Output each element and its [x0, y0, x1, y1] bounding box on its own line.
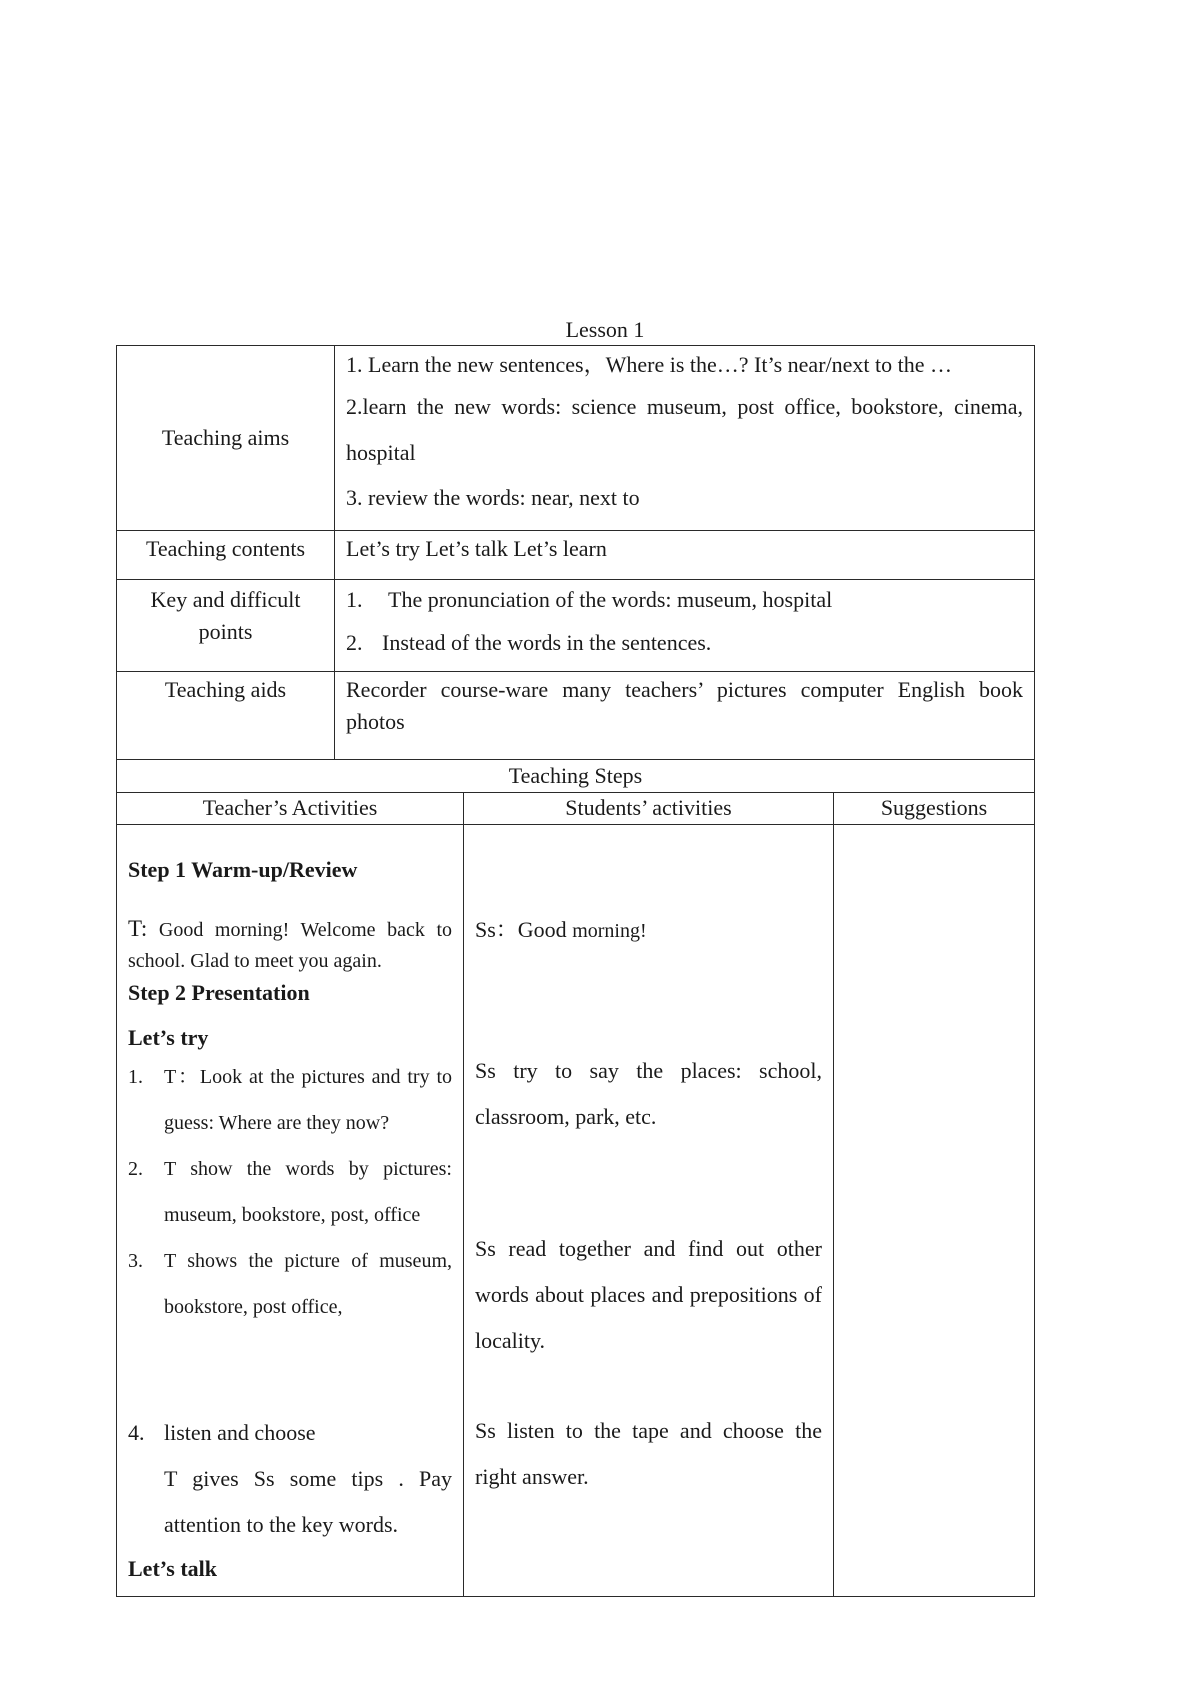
teacher-item-4-detail: T gives Ss some tips . Pay attention to the key words. [164, 1466, 452, 1537]
key-point-1-text: The pronunciation of the words: museum, hospital [388, 587, 833, 612]
step2-heading: Step 2 Presentation [128, 980, 310, 1005]
teacher-try-list [128, 1054, 452, 1330]
aim-line-2: 2.learn the new words: science museum, post office, bookstore, cinema, hospital [346, 394, 1023, 465]
row-teaching-aims [117, 346, 1035, 531]
teacher-activities-cell [117, 825, 464, 1597]
key-point-2-num: 2. [346, 630, 363, 655]
teacher-activities-heading: Teacher’s Activities [117, 793, 464, 825]
teaching-aids-label: Teaching aids [117, 672, 335, 760]
row-activities [117, 825, 1035, 1597]
teacher-item-1-num: 1. [128, 1066, 143, 1088]
key-point-2-text: Instead of the words in the sentences. [382, 630, 712, 655]
teaching-contents-value: Let’s try Let’s talk Let’s learn [335, 531, 1035, 580]
students-greeting-prefix: Ss：Good [475, 917, 567, 942]
key-point-1-num: 1. [346, 587, 363, 612]
lets-try-heading: Let’s try [128, 1025, 209, 1050]
row-steps-header [117, 760, 1035, 793]
lesson-title: Lesson 1 [565, 317, 645, 342]
row-teaching-aids [117, 672, 1035, 760]
row-key-points [117, 580, 1035, 672]
teacher-item-1 [128, 1054, 452, 1146]
aim-line-3: 3. review the words: near, next to [346, 485, 640, 510]
step1-heading: Step 1 Warm-up/Review [128, 857, 358, 882]
teacher-greeting [128, 913, 452, 977]
teacher-item-2-num: 2. [128, 1158, 143, 1180]
key-point-1 [346, 580, 1023, 620]
students-greeting-rest: morning! [572, 920, 647, 942]
lets-talk-heading: Let’s talk [128, 1556, 218, 1581]
teacher-item-4-row [128, 1410, 452, 1456]
students-activities-heading: Students’ activities [464, 793, 834, 825]
teaching-aims-label: Teaching aims [117, 346, 335, 531]
row-teaching-contents [117, 531, 1035, 580]
teacher-item-4-num: 4. [128, 1420, 145, 1445]
teacher-item-3-text: T shows the picture of museum, bookstore, post office, [164, 1250, 452, 1318]
students-try-say: Ss try to say the places: school, classroom, park, etc. [475, 1058, 822, 1129]
teacher-greeting-prefix: T: [128, 916, 148, 941]
teacher-item-2 [128, 1146, 452, 1238]
students-listen: Ss listen to the tape and choose the right answer. [475, 1418, 822, 1489]
row-column-headings [117, 793, 1035, 825]
students-greeting [475, 915, 822, 946]
suggestions-heading: Suggestions [834, 793, 1035, 825]
key-points-label-line2: points [198, 619, 253, 644]
teacher-greeting-text: Good morning! Welcome back to school. Glad to meet you again. [128, 919, 452, 972]
teaching-aids-value: Recorder course-ware many teachers’ pictures computer English book photos [335, 672, 1035, 760]
teaching-aims-value [335, 346, 1035, 531]
key-point-2 [346, 620, 1023, 666]
teacher-item-2-text: T show the words by pictures: museum, bookstore, post, office [164, 1158, 452, 1226]
key-points-label-line1: Key and difficult [150, 587, 301, 612]
lesson-plan-table [116, 345, 1035, 1597]
suggestions-cell [834, 825, 1035, 1597]
key-points-value [335, 580, 1035, 672]
teacher-item-4 [128, 1410, 452, 1548]
teacher-item-1-text: T：Look at the pictures and try to guess: Where are they now? [164, 1066, 452, 1134]
teacher-item-3 [128, 1238, 452, 1330]
students-read-together: Ss read together and find out other words about places and prepositions of locality. [475, 1236, 822, 1353]
key-points-label [117, 580, 335, 672]
teaching-steps-heading: Teaching Steps [117, 760, 1035, 793]
teaching-contents-label: Teaching contents [117, 531, 335, 580]
teacher-item-4-text: listen and choose [164, 1420, 316, 1445]
students-activities-cell [464, 825, 834, 1597]
aim-line-1: 1. Learn the new sentences，Where is the…? It’s near/next to the … [346, 352, 952, 377]
teacher-item-3-num: 3. [128, 1250, 143, 1272]
